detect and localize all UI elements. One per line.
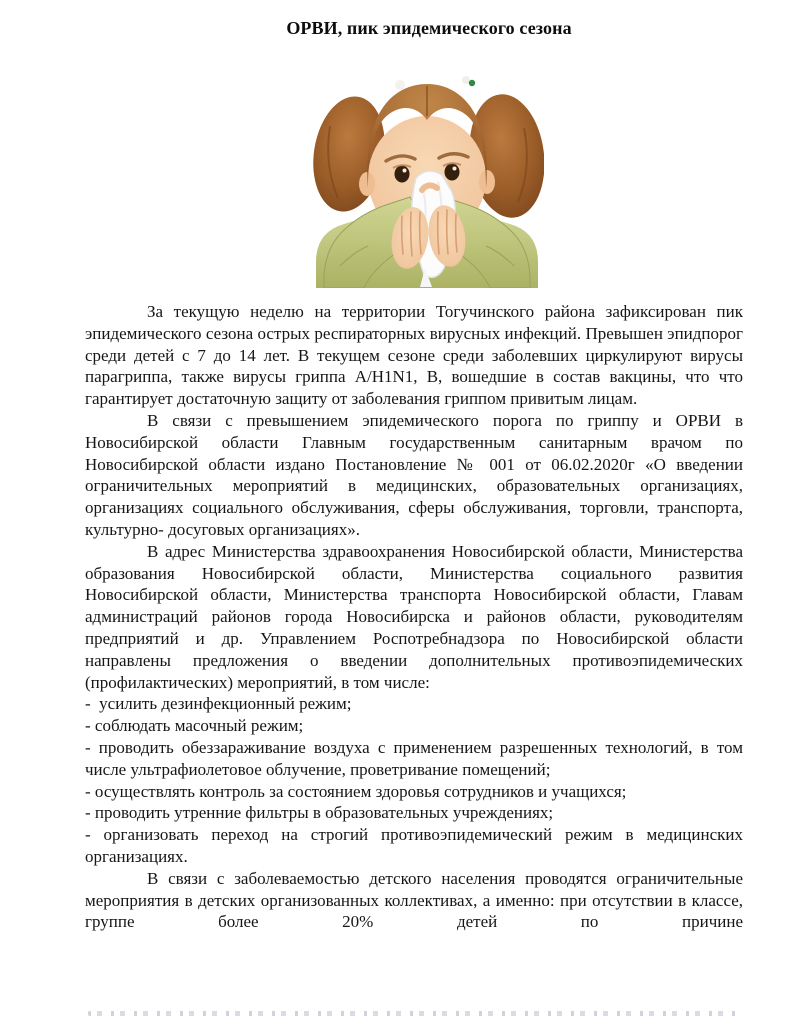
paragraph-3: В адрес Министерства здравоохранения Новосибирской области, Министерства образования Новосибирской области, Министерства социального развития Новосибирской области, Министерства транспорта Новосибирской области, Главам администраций районов города Новосибирска и районов области, руководителям предприятий и др. Управлением Роспотребнадзора по Новосибирской области направлены предложения о введении дополнительных противоэпидемических (профилактических) мероприятий, в том числе: (85, 541, 743, 692)
right-ear (479, 170, 495, 194)
final-paragraph: В связи с заболеваемостью детского населения проводятся ограничительные мероприятия в детских организованных коллективах, а именно: при отсутствии в классе, группе более 20% детей по причине (85, 868, 743, 932)
paragraph-2: В связи с превышением эпидемического порога по гриппу и ОРВИ в Новосибирской области Главным государственным санитарным врачом по Новосибирской области издано Постановление № 001 от 06.02.2020г «О введении ограничительных мероприятий в медицинских, образовательных организациях, организациях социального обслуживания, сферы обслуживания, торговли, транспорта, культурно- досуговых организациях». (85, 410, 743, 539)
right-hair-tie (462, 76, 470, 84)
list-item-5: - проводить утренние фильтры в образовательных учреждениях; (85, 803, 554, 823)
document-body (85, 301, 748, 933)
document-title: ОРВИ, пик эпидемического сезона (286, 18, 572, 38)
left-hair-tie (395, 80, 405, 90)
list-item-2: - соблюдать масочный режим; (85, 716, 304, 736)
girl-photo-illustration (310, 56, 544, 288)
left-ear (359, 172, 375, 196)
document-content (85, 16, 748, 933)
list-item-6: - организовать переход на строгий противоэпидемический режим в медицинских организациях. (85, 825, 748, 866)
list-item-3: - проводить обеззараживание воздуха с применением разрешенных технологий, в том числе ультрафиолетовое облучение, проветривание помещений; (85, 737, 748, 779)
list-item-1: - усилить дезинфекционный режим; (85, 694, 352, 714)
paragraph-1: За текущую неделю на территории Тогучинского района зафиксирован пик эпидемического сезона острых респираторных вирусных инфекций. Превышен эпидпорог среди детей с 7 до 14 лет. В текущем сезоне среди заболевших циркулируют вирусы парагриппа, также вирусы гриппа A/H1N1, В, вошедшие в состав вакцины, что что гарантирует достаточную защиту от заболевания гриппом привитым лицам. (85, 302, 743, 409)
girl-blowing-nose-photo (310, 56, 544, 288)
list-item-4: - осуществлять контроль за состоянием здоровья сотрудников и учащихся; (85, 781, 627, 801)
clipped-next-line-remnant (88, 1011, 736, 1016)
